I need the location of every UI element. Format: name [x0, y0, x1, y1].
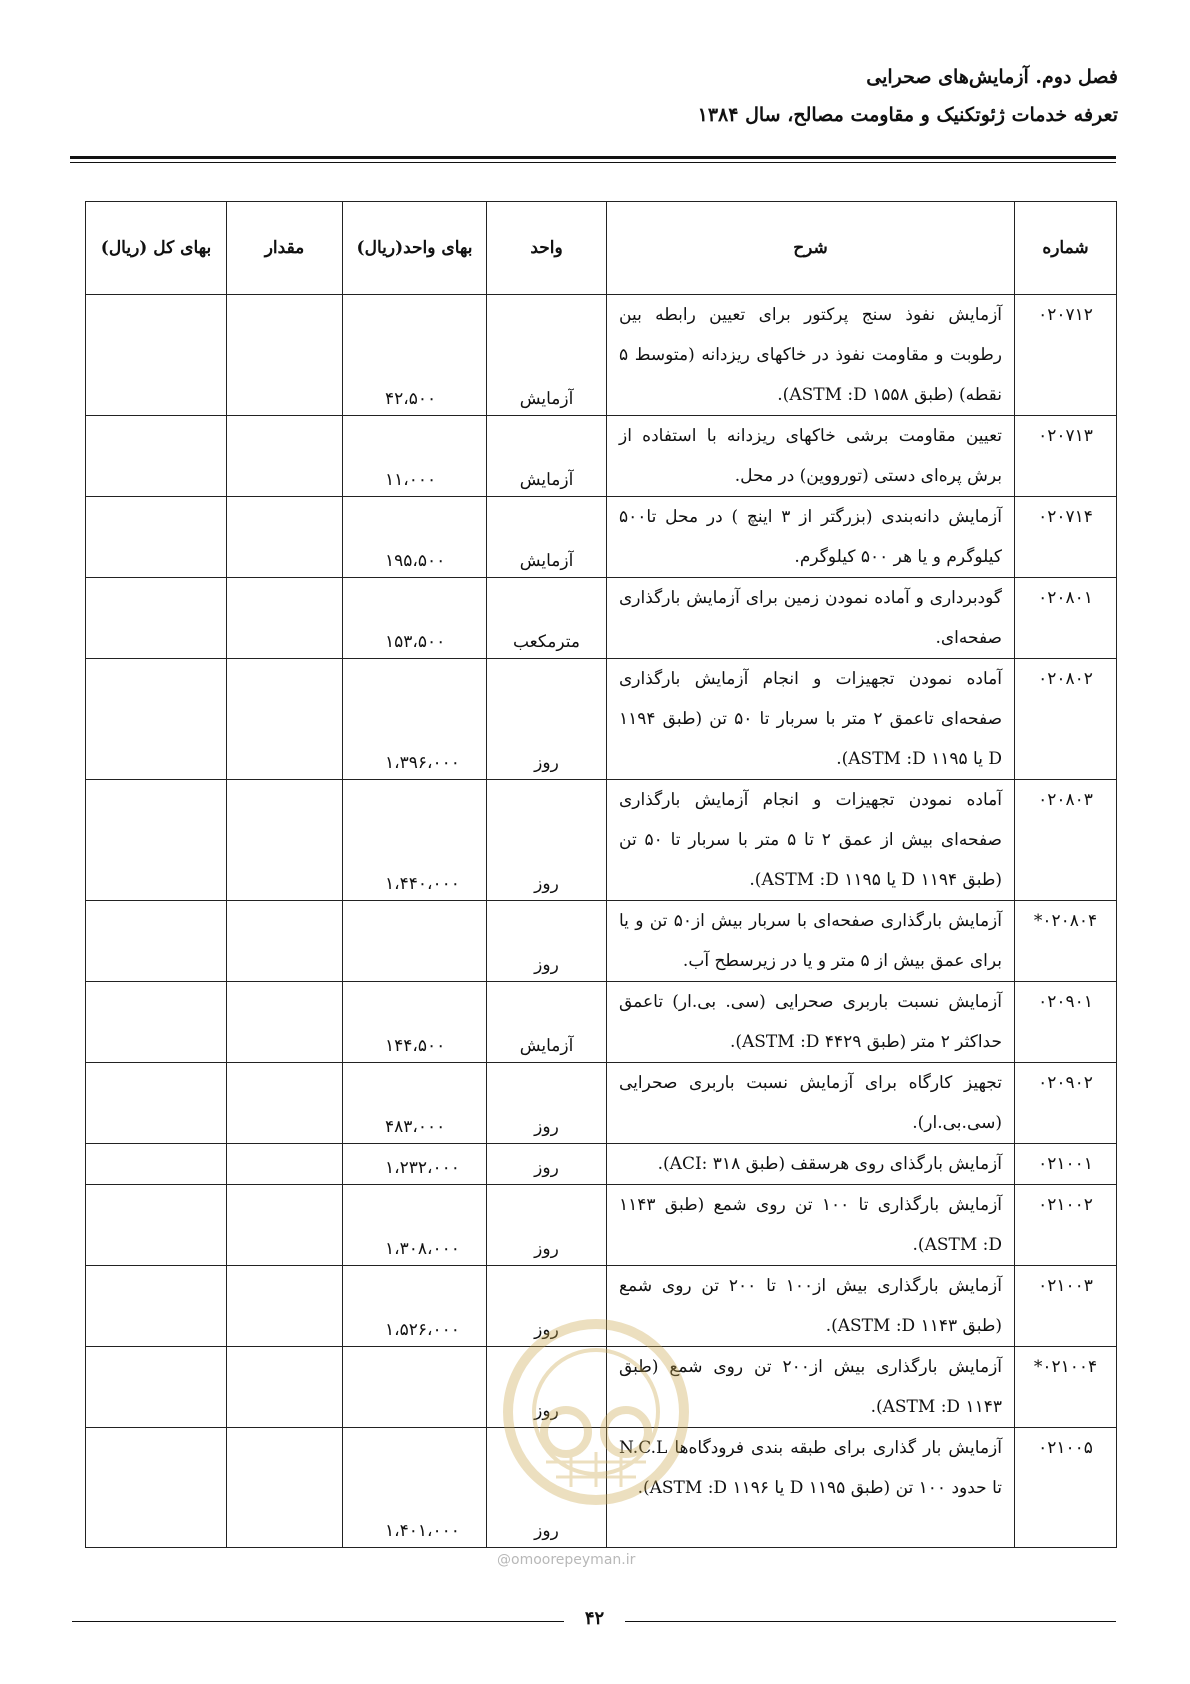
row-total: [86, 1185, 227, 1266]
row-unit: روز: [487, 1428, 607, 1548]
row-unit: روز: [487, 1266, 607, 1347]
row-description: آزمایش نفوذ سنج پرکتور برای تعیین رابطه بین رطوبت و مقاومت نفوذ در خاکهای ریزدانه (متوسط ۵ نقطه) (طبق ASTM :D ۱۵۵۸).: [607, 295, 1015, 416]
table-row: [86, 416, 1117, 497]
row-unit-price: ۱،۳۹۶،۰۰۰: [343, 659, 487, 780]
table-row: [86, 982, 1117, 1063]
row-unit-price: ۱،۳۰۸،۰۰۰: [343, 1185, 487, 1266]
table-row: [86, 659, 1117, 780]
table-row: [86, 780, 1117, 901]
row-quantity: [227, 1266, 343, 1347]
row-number: ۰۲۰۹۰۲: [1015, 1063, 1117, 1144]
row-number: ۰۲۰۷۱۴: [1015, 497, 1117, 578]
table-row: [86, 1144, 1117, 1185]
row-unit-price: ۱۴۴،۵۰۰: [343, 982, 487, 1063]
row-quantity: [227, 578, 343, 659]
row-description: آزمایش بارگذاری تا ۱۰۰ تن روی شمع (طبق ۱۱۴۳ ASTM :D).: [607, 1185, 1015, 1266]
row-unit: آزمایش: [487, 416, 607, 497]
row-quantity: [227, 780, 343, 901]
row-total: [86, 1347, 227, 1428]
row-number: ۰۲۰۷۱۳: [1015, 416, 1117, 497]
row-total: [86, 1144, 227, 1185]
row-unit-price: ۱،۲۳۲،۰۰۰: [343, 1144, 487, 1185]
row-unit-price: ۱۱،۰۰۰: [343, 416, 487, 497]
row-description: آزمایش بار گذاری برای طبقه بندی فرودگاه‌ها N.C.L تا حدود ۱۰۰ تن (طبق ۱۱۹۵ D یا ۱۱۹۶ ASTM :D).: [607, 1428, 1015, 1548]
column-header-number: شماره: [1015, 202, 1117, 295]
row-unit-price: [343, 901, 487, 982]
row-total: [86, 901, 227, 982]
row-number: ۰۲۰۸۰۴*: [1015, 901, 1117, 982]
row-number: ۰۲۰۸۰۱: [1015, 578, 1117, 659]
row-description: گودبرداری و آماده نمودن زمین برای آزمایش بارگذاری صفحه‌ای.: [607, 578, 1015, 659]
row-total: [86, 1063, 227, 1144]
table-row: [86, 1063, 1117, 1144]
table-row: [86, 497, 1117, 578]
row-quantity: [227, 1185, 343, 1266]
row-unit: روز: [487, 1063, 607, 1144]
row-unit: روز: [487, 1347, 607, 1428]
row-description: آماده نمودن تجهیزات و انجام آزمایش بارگذاری صفحه‌ای تاعمق ۲ متر با سربار تا ۵۰ تن (طبق ۱۱۹۴ D یا ۱۱۹۵ ASTM :D).: [607, 659, 1015, 780]
column-header-unit: واحد: [487, 202, 607, 295]
row-number: ۰۲۱۰۰۲: [1015, 1185, 1117, 1266]
row-unit: مترمکعب: [487, 578, 607, 659]
row-unit: روز: [487, 659, 607, 780]
row-total: [86, 497, 227, 578]
row-description: آزمایش بارگذای روی هرسقف (طبق ACI: ۳۱۸).: [607, 1144, 1015, 1185]
table-header-row: [86, 202, 1117, 295]
row-number: ۰۲۱۰۰۵: [1015, 1428, 1117, 1548]
row-number: ۰۲۱۰۰۳: [1015, 1266, 1117, 1347]
column-header-unit-price: بهای واحد(ریال): [343, 202, 487, 295]
row-unit: آزمایش: [487, 497, 607, 578]
table-row: [86, 1185, 1117, 1266]
row-total: [86, 659, 227, 780]
footer-rule-left: [72, 1621, 564, 1622]
row-unit-price: ۱۹۵،۵۰۰: [343, 497, 487, 578]
row-quantity: [227, 416, 343, 497]
header-rule-thick: [70, 156, 1116, 159]
row-unit: آزمایش: [487, 295, 607, 416]
row-number: ۰۲۱۰۰۱: [1015, 1144, 1117, 1185]
table-row: [86, 578, 1117, 659]
row-quantity: [227, 1347, 343, 1428]
row-total: [86, 780, 227, 901]
header-rule-thin: [70, 162, 1116, 163]
row-description: آزمایش بارگذاری صفحه‌ای با سربار بیش از۵۰ تن و یا برای عمق بیش از ۵ متر و یا در زیرسطح آب.: [607, 901, 1015, 982]
table-row: [86, 295, 1117, 416]
row-total: [86, 578, 227, 659]
column-header-description: شرح: [607, 202, 1015, 295]
row-description: آزمایش بارگذاری بیش از۱۰۰ تا ۲۰۰ تن روی شمع (طبق ۱۱۴۳ ASTM :D).: [607, 1266, 1015, 1347]
row-unit: روز: [487, 901, 607, 982]
row-unit-price: ۱۵۳،۵۰۰: [343, 578, 487, 659]
row-description: آزمایش نسبت باربری صحرایی (سی. بی.ار) تاعمق حداکثر ۲ متر (طبق ۴۴۲۹ ASTM :D).: [607, 982, 1015, 1063]
row-quantity: [227, 1063, 343, 1144]
row-unit-price: ۱،۴۰۱،۰۰۰: [343, 1428, 487, 1548]
row-quantity: [227, 982, 343, 1063]
row-quantity: [227, 295, 343, 416]
row-quantity: [227, 1428, 343, 1548]
page-number: ۴۲: [584, 1608, 605, 1629]
row-unit-price: ۱،۵۲۶،۰۰۰: [343, 1266, 487, 1347]
row-unit: روز: [487, 1144, 607, 1185]
row-number: ۰۲۰۸۰۳: [1015, 780, 1117, 901]
column-header-total: بهای کل (ریال): [86, 202, 227, 295]
row-unit: آزمایش: [487, 982, 607, 1063]
row-total: [86, 982, 227, 1063]
row-description: تجهیز کارگاه برای آزمایش نسبت باربری صحرایی (سی.بی.ار).: [607, 1063, 1015, 1144]
column-header-quantity: مقدار: [227, 202, 343, 295]
row-unit: روز: [487, 780, 607, 901]
row-total: [86, 416, 227, 497]
footer-rule-right: [625, 1621, 1116, 1622]
row-quantity: [227, 901, 343, 982]
row-quantity: [227, 497, 343, 578]
document-subtitle: تعرفه خدمات ژئوتکنیک و مقاومت مصالح، سال ۱۳۸۴: [697, 104, 1118, 126]
row-description: تعیین مقاومت برشی خاکهای ریزدانه با استفاده از برش پره‌ای دستی (تورووین) در محل.: [607, 416, 1015, 497]
row-total: [86, 1428, 227, 1548]
watermark-text: @omoorepeyman.ir: [497, 1552, 636, 1568]
row-description: آزمایش دانه‌بندی (بزرگتر از ۳ اینچ ) در محل تا۵۰۰ کیلوگرم و یا هر ۵۰۰ کیلوگرم.: [607, 497, 1015, 578]
row-description: آزمایش بارگذاری بیش از۲۰۰ تن روی شمع (طبق ۱۱۴۳ ASTM :D).: [607, 1347, 1015, 1428]
row-number: ۰۲۰۷۱۲: [1015, 295, 1117, 416]
row-number: ۰۲۰۹۰۱: [1015, 982, 1117, 1063]
row-number: ۰۲۱۰۰۴*: [1015, 1347, 1117, 1428]
row-quantity: [227, 659, 343, 780]
row-unit-price: ۱،۴۴۰،۰۰۰: [343, 780, 487, 901]
table-row: [86, 901, 1117, 982]
row-unit-price: ۴۸۳،۰۰۰: [343, 1063, 487, 1144]
row-unit: روز: [487, 1185, 607, 1266]
watermark-seal-icon: [486, 1312, 706, 1512]
chapter-title: فصل دوم. آزمایش‌های صحرایی: [866, 66, 1118, 88]
row-number: ۰۲۰۸۰۲: [1015, 659, 1117, 780]
row-total: [86, 295, 227, 416]
row-unit-price: ۴۲،۵۰۰: [343, 295, 487, 416]
row-description: آماده نمودن تجهیزات و انجام آزمایش بارگذاری صفحه‌ای بیش از عمق ۲ تا ۵ متر با سربار تا ۵۰ تن (طبق ۱۱۹۴ D یا ۱۱۹۵ ASTM :D).: [607, 780, 1015, 901]
row-quantity: [227, 1144, 343, 1185]
row-total: [86, 1266, 227, 1347]
row-unit-price: [343, 1347, 487, 1428]
